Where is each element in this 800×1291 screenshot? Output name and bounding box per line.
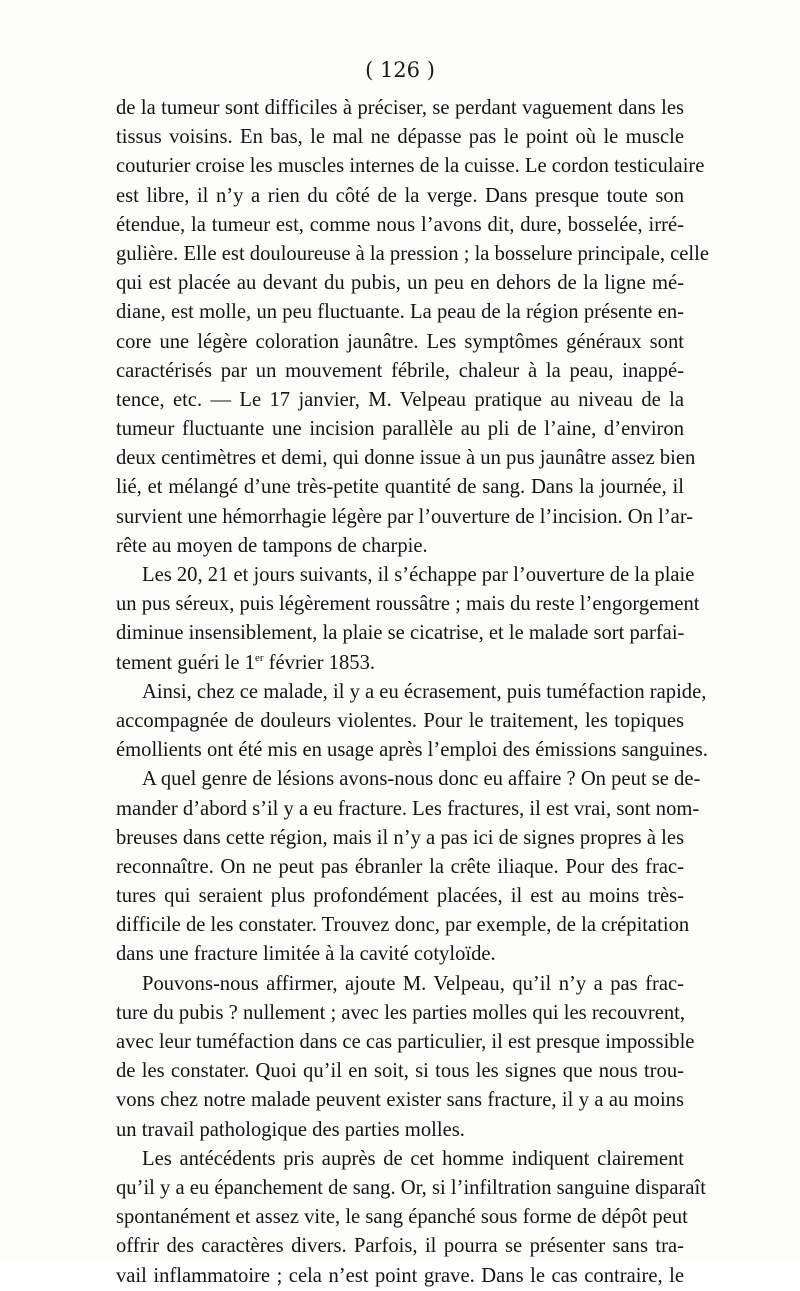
text-line: caractérisés par un mouvement fébrile, chaleur à la peau, inappé-: [116, 359, 684, 382]
paragraph: [116, 561, 700, 678]
text-line: tures qui seraient plus profondément placées, il est au moins très-: [116, 885, 684, 908]
text-line: reconnaître. On ne peut pas ébranler la crête iliaque. Pour des frac-: [116, 855, 684, 878]
text-line: spontanément et assez vite, le sang épanché sous forme de dépôt peut: [116, 1206, 688, 1229]
text-line: un travail pathologique des parties molles.: [116, 1118, 465, 1141]
text-line: Ainsi, chez ce malade, il y a eu écrasement, puis tuméfaction rapide,: [142, 680, 707, 703]
text-line: de les constater. Quoi qu’il en soit, si tous les signes que nous trou-: [116, 1060, 684, 1083]
paragraph: [116, 678, 708, 766]
text-line: survient une hémorrhagie légère par l’ouverture de l’incision. On l’ar-: [116, 505, 694, 528]
text-line: offrir des caractères divers. Parfois, il pourra se présenter sans tra-: [116, 1235, 684, 1258]
text-line: étendue, la tumeur est, comme nous l’avons dit, dure, bosselée, irré-: [116, 213, 684, 236]
text-line: rête au moyen de tampons de charpie.: [116, 534, 428, 557]
text-line: diminue insensiblement, la plaie se cicatrise, et le malade sort parfai-: [116, 622, 685, 645]
text-line: avec leur tuméfaction dans ce cas particulier, il est presque impossible: [116, 1031, 695, 1053]
text-line: gulière. Elle est douloureuse à la pression ; la bosselure principale, celle: [116, 242, 710, 265]
text-line: difficile de les constater. Trouvez donc, par exemple, de la crépitation: [116, 914, 690, 937]
text-line: A quel genre de lésions avons-nous donc eu affaire ? On peut se de-: [142, 768, 701, 791]
text-line: Pouvons-nous affirmer, ajoute M. Velpeau, qu’il n’y a pas frac-: [142, 972, 684, 995]
text-line: diane, est molle, un peu fluctuante. La peau de la région présente en-: [116, 301, 684, 324]
text-line: Les antécédents pris auprès de cet homme indiquent clairement: [142, 1147, 684, 1170]
paragraph: [116, 970, 695, 1145]
text-line: tumeur fluctuante une incision parallèle au pli de l’aine, d’environ: [116, 418, 684, 441]
text-line: ture du pubis ? nullement ; avec les parties molles qui les recouvrent,: [116, 1001, 686, 1024]
text-line: tence, etc. — Le 17 janvier, M. Velpeau pratique au niveau de la: [116, 388, 684, 411]
paragraph: [116, 765, 701, 969]
text-line: qu’il y a eu épanchement de sang. Or, si l’infiltration sanguine disparaît: [116, 1176, 706, 1199]
text-line: émollients ont été mis en usage après l’emploi des émissions sanguines.: [116, 739, 708, 762]
text-line: breuses dans cette région, mais il n’y a pas ici de signes propres à les: [116, 826, 684, 849]
text-line: core une légère coloration jaunâtre. Les symptômes généraux sont: [116, 330, 684, 353]
text-line: couturier croise les muscles internes de la cuisse. Le cordon testiculaire: [116, 155, 705, 178]
text-line: un pus séreux, puis légèrement roussâtre ; mais du reste l’engorgement: [116, 593, 700, 616]
text-line: est libre, il n’y a rien du côté de la verge. Dans presque toute son: [116, 184, 684, 207]
text-line: de la tumeur sont difficiles à préciser, se perdant vaguement dans les: [116, 97, 684, 119]
body-text: [116, 94, 710, 1291]
paragraph: [116, 94, 710, 561]
paragraph: [116, 1145, 706, 1291]
text-line: dans une fracture limitée à la cavité cotyloïde.: [116, 943, 496, 966]
text-line: vons chez notre malade peuvent exister sans fracture, il y a au moins: [116, 1089, 684, 1112]
text-line: qui est placée au devant du pubis, un peu en dehors de la ligne mé-: [116, 272, 684, 295]
text-line: accompagnée de douleurs violentes. Pour le traitement, les topiques: [116, 709, 684, 732]
text-line: tissus voisins. En bas, le mal ne dépasse pas le point où le muscle: [116, 126, 684, 149]
text-line: tement guéri le 1er février 1853.: [116, 651, 376, 674]
page-number: ( 126 ): [365, 58, 435, 82]
text-line: mander d’abord s’il y a eu fracture. Les fractures, il est vrai, sont nom-: [116, 797, 700, 820]
text-line: Les 20, 21 et jours suivants, il s’échappe par l’ouverture de la plaie: [142, 564, 695, 586]
text-line: vail inflammatoire ; cela n’est point grave. Dans le cas contraire, le: [116, 1264, 684, 1287]
text-line: deux centimètres et demi, qui donne issue à un pus jaunâtre assez bien: [116, 447, 696, 470]
text-line: lié, et mélangé d’une très-petite quantité de sang. Dans la journée, il: [116, 476, 684, 499]
